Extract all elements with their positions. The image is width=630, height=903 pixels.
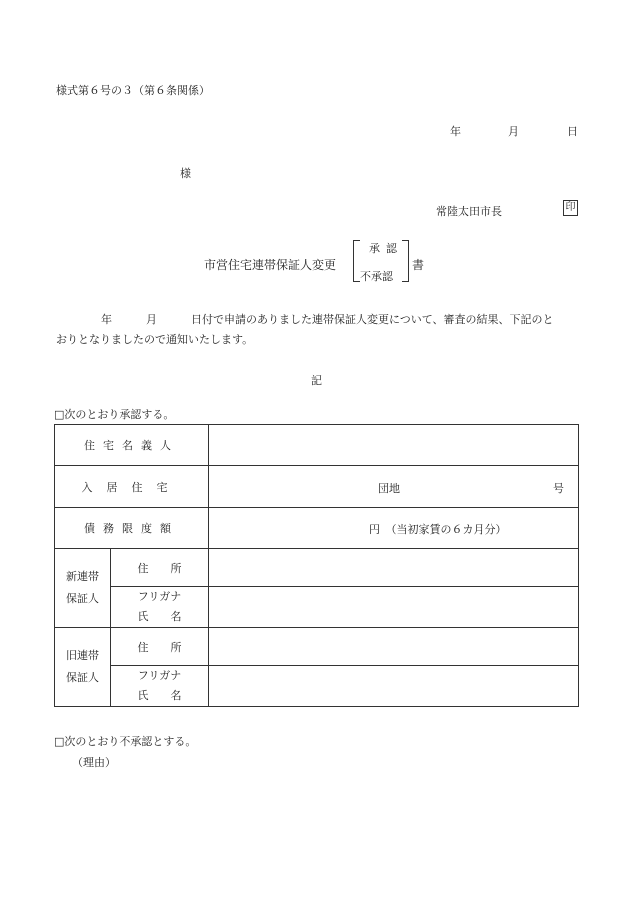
date-year: 年 (450, 125, 461, 138)
label-old-name: フリガナ 氏 名 (111, 666, 209, 707)
table-row (55, 425, 579, 466)
value-new-name[interactable] (209, 587, 579, 628)
value-old-name[interactable] (209, 666, 579, 707)
right-bracket (402, 240, 409, 282)
date-day: 日 (567, 125, 578, 138)
addressee-suffix: 様 (180, 167, 191, 180)
form-number: 様式第６号の３（第６条関係） (56, 84, 210, 97)
value-debt-limit[interactable] (209, 508, 579, 549)
label-new-address: 住 所 (111, 549, 209, 587)
label-old-address: 住 所 (111, 628, 209, 666)
value-new-address[interactable] (209, 549, 579, 587)
reject-heading: □次のとおり不承認とする。 (54, 735, 197, 748)
label-old-guarantor: 旧連帯 保証人 (55, 628, 111, 707)
left-bracket (353, 240, 360, 282)
value-old-address[interactable] (209, 628, 579, 666)
body-line1-rest: 日付で申請のありました連帯保証人変更について、審査の結果、下記のと (191, 313, 554, 326)
label-new-guarantor: 新連帯 保証人 (55, 549, 111, 628)
body-paragraph-line2: おりとなりましたので通知いたします。 (56, 333, 254, 346)
ki-heading: 記 (311, 374, 322, 387)
guarantor-table (54, 424, 579, 707)
body-year: 年 (101, 313, 112, 326)
title-suffix: 書 (412, 258, 425, 272)
reason-label: （理由） (72, 756, 116, 769)
label-new-name: フリガナ 氏 名 (111, 587, 209, 628)
debt-value: 円 （当初家賃の６カ月分） (369, 523, 507, 536)
value-holder[interactable] (209, 425, 579, 466)
table-row (55, 508, 579, 549)
table-row (55, 466, 579, 508)
table-row (55, 628, 579, 666)
table-row (55, 666, 579, 707)
label-residence: 入居住宅 (55, 466, 209, 508)
body-month: 月 (146, 313, 157, 326)
residence-go: 号 (553, 482, 564, 495)
residence-danchi: 団地 (378, 482, 400, 495)
label-debt-limit: 債務限度額 (55, 508, 209, 549)
title-option-reject: 不承認 (360, 270, 393, 283)
approve-heading: □次のとおり承認する。 (54, 408, 175, 421)
document-title: 市営住宅連帯保証人変更 (204, 258, 337, 272)
seal-mark: 印 (563, 200, 578, 216)
value-residence[interactable] (209, 466, 579, 508)
date-month: 月 (508, 125, 519, 138)
body-paragraph-line1 (101, 311, 554, 327)
table-row (55, 587, 579, 628)
title-option-approve: 承認 (369, 242, 403, 255)
table-row (55, 549, 579, 587)
issuer-name: 常陸太田市長 (436, 205, 502, 218)
label-holder: 住宅名義人 (55, 425, 209, 466)
